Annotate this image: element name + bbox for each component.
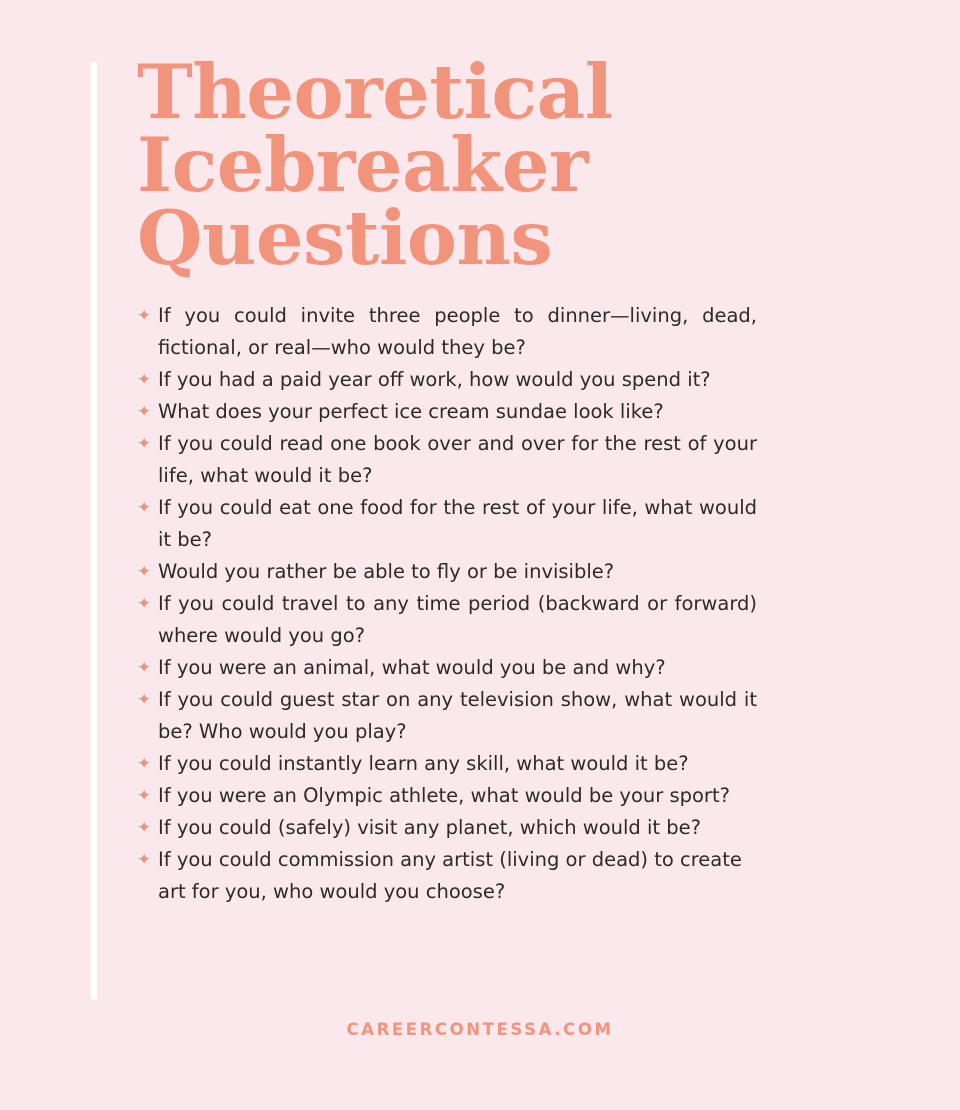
left-accent-rule: [91, 62, 97, 1000]
list-item: [137, 780, 757, 812]
sparkle-icon: ✦: [137, 498, 152, 519]
list-item: [137, 492, 757, 556]
page-title: Theoretical Icebreaker Questions: [137, 48, 613, 282]
sparkle-icon: ✦: [137, 658, 152, 679]
sparkle-icon: ✦: [137, 850, 152, 871]
question-text: If you could (safely) visit any planet, which would it be?: [158, 816, 701, 840]
question-text: If you could eat one food for the rest of your life, what would it be?: [158, 496, 757, 552]
list-item: [137, 396, 757, 428]
sparkle-icon: ✦: [137, 370, 152, 391]
sparkle-icon: ✦: [137, 754, 152, 775]
question-text: If you were an Olympic athlete, what would be your sport?: [158, 784, 730, 808]
sparkle-icon: ✦: [137, 306, 152, 327]
list-item: [137, 300, 757, 364]
sparkle-icon: ✦: [137, 402, 152, 423]
sparkle-icon: ✦: [137, 562, 152, 583]
list-item: [137, 364, 757, 396]
question-text: If you were an animal, what would you be and why?: [158, 656, 666, 680]
sparkle-icon: ✦: [137, 594, 152, 615]
sparkle-icon: ✦: [137, 434, 152, 455]
question-text: If you could commission any artist (living or dead) to create art for you, who would you choose?: [158, 848, 742, 904]
list-item: [137, 748, 757, 780]
list-item: [137, 556, 757, 588]
list-item: [137, 428, 757, 492]
question-text: If you could travel to any time period (backward or forward) where would you go?: [158, 592, 757, 648]
footer-brand: CAREERCONTESSA.COM: [346, 1020, 614, 1039]
question-list: [137, 300, 757, 908]
question-text: If you could instantly learn any skill, what would it be?: [158, 752, 689, 776]
list-item: [137, 844, 757, 908]
question-text: What does your perfect ice cream sundae look like?: [158, 400, 664, 424]
question-text: If you had a paid year off work, how would you spend it?: [158, 368, 711, 392]
content-column: [137, 48, 797, 908]
question-text: If you could guest star on any television show, what would it be? Who would you play?: [158, 688, 757, 744]
question-text: If you could read one book over and over for the rest of your life, what would it be?: [158, 432, 757, 488]
sparkle-icon: ✦: [137, 818, 152, 839]
list-item: [137, 812, 757, 844]
question-text: Would you rather be able to fly or be invisible?: [158, 560, 615, 584]
list-item: [137, 588, 757, 652]
sparkle-icon: ✦: [137, 786, 152, 807]
question-text: If you could invite three people to dinner—living, dead, fictional, or real—who would they be?: [158, 304, 757, 360]
list-item: [137, 684, 757, 748]
sparkle-icon: ✦: [137, 690, 152, 711]
list-item: [137, 652, 757, 684]
